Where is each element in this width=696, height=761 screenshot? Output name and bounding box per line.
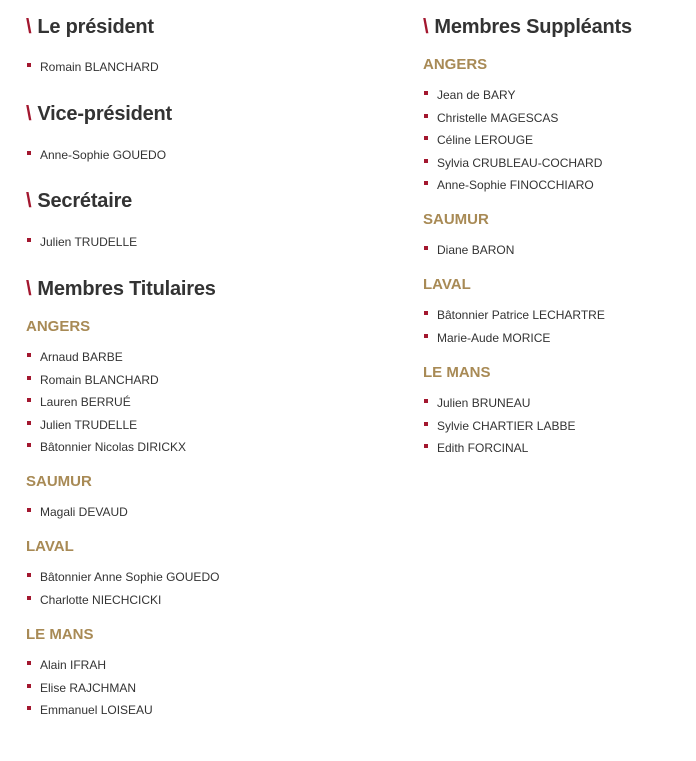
list-item: Julien TRUDELLE — [26, 233, 137, 256]
titulaires-heading — [26, 277, 216, 301]
list-item: Anne-Sophie GOUEDO — [26, 146, 166, 169]
slash-icon: \ — [423, 16, 429, 38]
suppleants-city-le-mans: LE MANS — [423, 364, 491, 381]
list-item: Magali DEVAUD — [26, 503, 128, 526]
suppleants-laval-list — [423, 306, 605, 351]
list-item: Edith FORCINAL — [423, 439, 576, 462]
list-item: Lauren BERRUÉ — [26, 393, 186, 416]
secretaire-list — [26, 233, 137, 256]
list-item: Charlotte NIECHCICKI — [26, 591, 219, 614]
list-item: Christelle MAGESCAS — [423, 109, 602, 132]
suppleants-saumur-list — [423, 241, 514, 264]
suppleants-heading — [423, 15, 632, 39]
list-item: Julien BRUNEAU — [423, 394, 576, 417]
titulaires-city-laval: LAVAL — [26, 538, 74, 555]
suppleants-title: Membres Suppléants — [434, 16, 632, 38]
secretaire-title: Secrétaire — [37, 190, 133, 212]
list-item: Romain BLANCHARD — [26, 58, 159, 81]
list-item: Marie-Aude MORICE — [423, 329, 605, 352]
list-item: Anne-Sophie FINOCCHIARO — [423, 176, 602, 199]
vice-president-title: Vice-président — [37, 103, 173, 125]
slash-icon: \ — [26, 278, 32, 300]
list-item: Jean de BARY — [423, 86, 602, 109]
titulaires-city-saumur: SAUMUR — [26, 473, 92, 490]
list-item: Bâtonnier Nicolas DIRICKX — [26, 438, 186, 461]
titulaires-city-angers: ANGERS — [26, 318, 91, 335]
titulaires-le-mans-list — [26, 656, 153, 724]
titulaires-laval-list — [26, 568, 219, 613]
suppleants-city-angers: ANGERS — [423, 56, 488, 73]
suppleants-city-saumur: SAUMUR — [423, 211, 489, 228]
slash-icon: \ — [26, 103, 32, 125]
suppleants-angers-list — [423, 86, 602, 199]
slash-icon: \ — [26, 190, 32, 212]
list-item: Bâtonnier Anne Sophie GOUEDO — [26, 568, 219, 591]
titulaires-saumur-list — [26, 503, 128, 526]
list-item: Sylvia CRUBLEAU-COCHARD — [423, 154, 602, 177]
list-item: Romain BLANCHARD — [26, 371, 186, 394]
list-item: Julien TRUDELLE — [26, 416, 186, 439]
titulaires-title: Membres Titulaires — [37, 278, 216, 300]
suppleants-city-laval: LAVAL — [423, 276, 471, 293]
president-list — [26, 58, 159, 81]
president-heading — [26, 15, 154, 39]
list-item: Alain IFRAH — [26, 656, 153, 679]
list-item: Elise RAJCHMAN — [26, 679, 153, 702]
titulaires-angers-list — [26, 348, 186, 461]
list-item: Bâtonnier Patrice LECHARTRE — [423, 306, 605, 329]
vice-president-heading — [26, 102, 172, 126]
list-item: Emmanuel LOISEAU — [26, 701, 153, 724]
list-item: Arnaud BARBE — [26, 348, 186, 371]
president-title: Le président — [37, 16, 154, 38]
list-item: Sylvie CHARTIER LABBE — [423, 417, 576, 440]
secretaire-heading — [26, 189, 132, 213]
list-item: Diane BARON — [423, 241, 514, 264]
vice-president-list — [26, 146, 166, 169]
suppleants-le-mans-list — [423, 394, 576, 462]
list-item: Céline LEROUGE — [423, 131, 602, 154]
slash-icon: \ — [26, 16, 32, 38]
titulaires-city-le-mans: LE MANS — [26, 626, 94, 643]
